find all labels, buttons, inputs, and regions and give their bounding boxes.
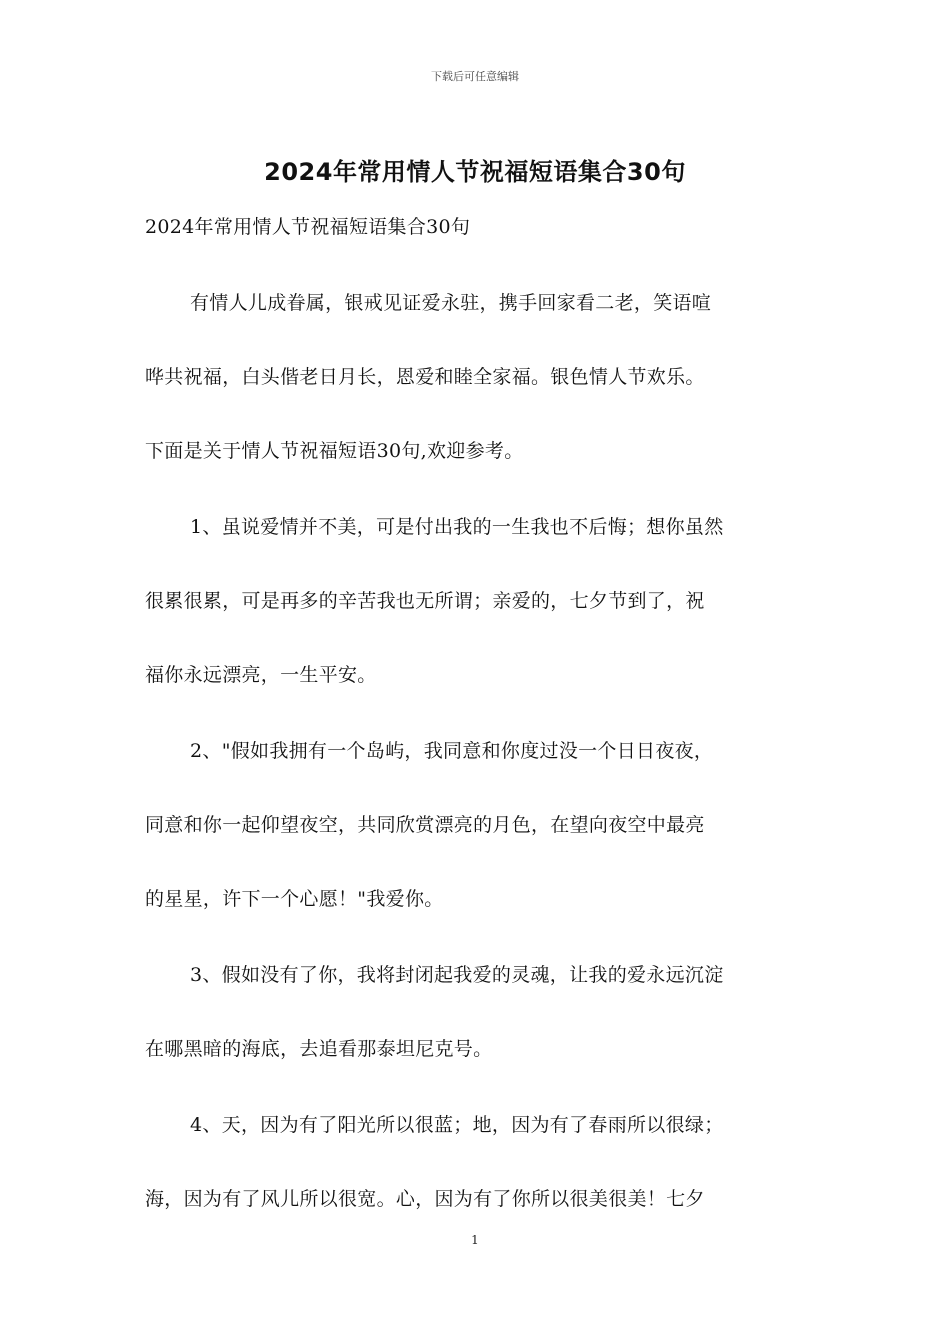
page-number: 1 <box>471 1233 479 1247</box>
paragraph-line: 1、虽说爱情并不美，可是付出我的一生我也不后悔；想你虽然 <box>190 516 724 538</box>
paragraph-line: 海，因为有了风儿所以很宽。心，因为有了你所以很美很美！七夕 <box>145 1188 705 1210</box>
paragraph-line: 哗共祝福，白头偕老日月长，恩爱和睦全家福。银色情人节欢乐。 <box>145 366 705 388</box>
document-subtitle: 2024年常用情人节祝福短语集合30句 <box>145 216 471 238</box>
paragraph-line: 3、假如没有了你，我将封闭起我爱的灵魂，让我的爱永远沉淀 <box>190 964 724 986</box>
paragraph-line: 的星星，许下一个心愿！"我爱你。 <box>145 888 444 910</box>
paragraph-line: 很累很累，可是再多的辛苦我也无所谓；亲爱的，七夕节到了，祝 <box>145 590 705 612</box>
paragraph-line: 4、天，因为有了阳光所以很蓝；地，因为有了春雨所以很绿； <box>190 1114 724 1136</box>
paragraph-line: 福你永远漂亮，一生平安。 <box>145 664 377 686</box>
header-note: 下载后可任意编辑 <box>431 70 519 83</box>
paragraph-line: 2、"假如我拥有一个岛屿，我同意和你度过没一个日日夜夜， <box>190 740 714 762</box>
paragraph-line: 同意和你一起仰望夜空，共同欣赏漂亮的月色，在望向夜空中最亮 <box>145 814 705 836</box>
paragraph-line: 有情人儿成眷属，银戒见证爱永驻，携手回家看二老，笑语喧 <box>190 292 712 314</box>
document-title: 2024年常用情人节祝福短语集合30句 <box>264 158 686 186</box>
paragraph-line: 下面是关于情人节祝福短语30句,欢迎参考。 <box>145 440 524 462</box>
paragraph-line: 在哪黑暗的海底，去追看那泰坦尼克号。 <box>145 1038 493 1060</box>
